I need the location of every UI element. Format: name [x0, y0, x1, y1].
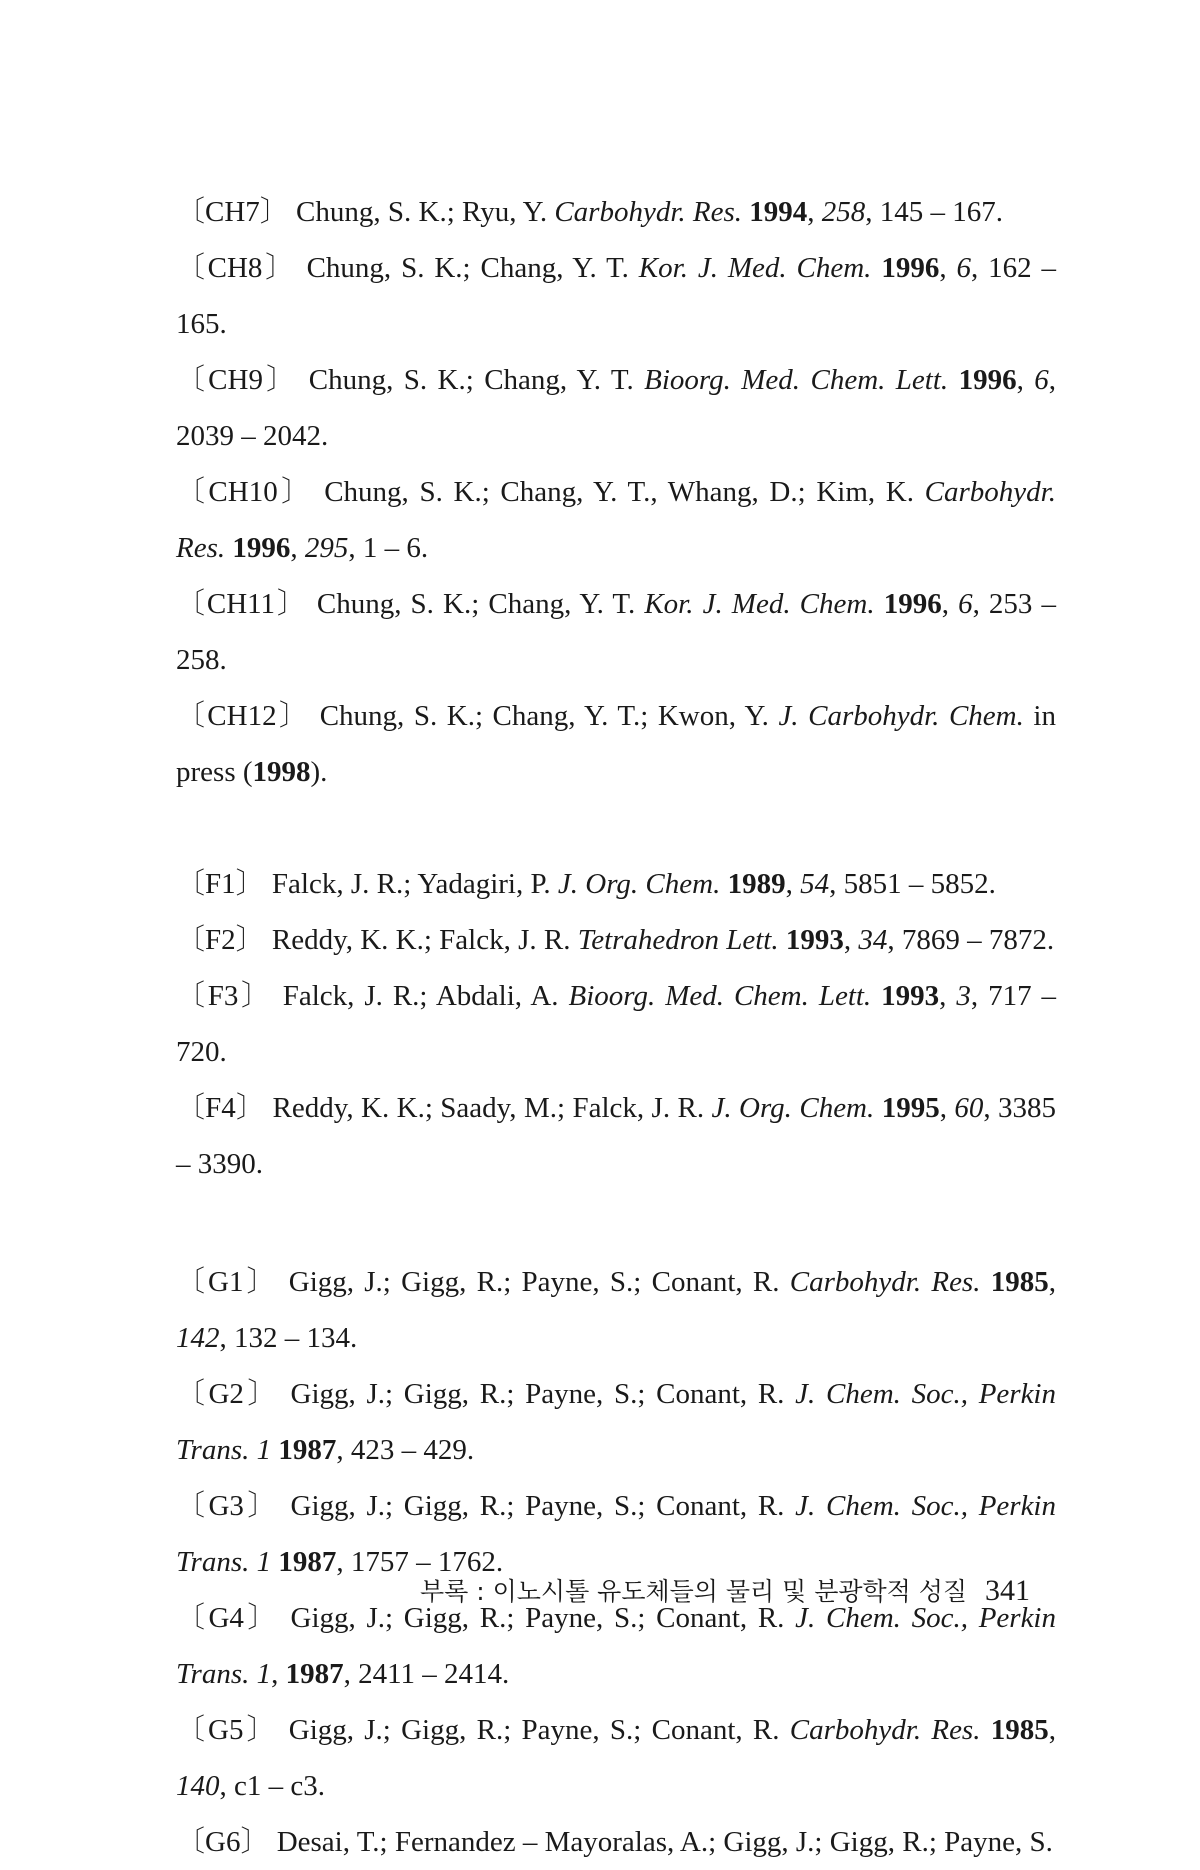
reference-italic-text: Bioorg. Med. Chem. Lett. — [568, 980, 872, 1012]
reference-entry — [176, 576, 1056, 688]
page-number: 341 — [985, 1574, 1031, 1607]
reference-text: , — [843, 924, 859, 956]
reference-italic-text: 6 — [958, 588, 973, 620]
reference-italic-text: 60 — [954, 1092, 984, 1124]
reference-label: 〔G3〕 — [176, 1490, 280, 1522]
reference-list — [176, 184, 1056, 1870]
reference-text — [875, 588, 884, 620]
reference-text: , — [941, 588, 959, 620]
reference-text: , 1757 – 1762. — [336, 1546, 504, 1578]
reference-text: Chung, S. K.; Ryu, Y. — [288, 196, 555, 228]
reference-text: , 1 – 6. — [348, 532, 429, 564]
reference-text: Chung, S. K.; Chang, Y. T., Whang, D.; Kim, K. — [313, 476, 925, 508]
reference-label: 〔G1〕 — [176, 1266, 279, 1298]
reference-text: Gigg, J.; Gigg, R.; Payne, S.; Conant, R. — [279, 1602, 796, 1634]
reference-italic-text: 295 — [304, 532, 349, 564]
reference-entry — [176, 352, 1056, 464]
reference-text: , — [271, 1658, 286, 1690]
reference-text: , 7869 – 7872. — [887, 924, 1055, 956]
reference-year: 1987 — [278, 1546, 337, 1578]
reference-text: , 253 – 258. — [176, 588, 1057, 676]
reference-entry — [176, 1814, 1056, 1870]
reference-italic-text: J. Org. Chem. — [557, 868, 721, 900]
reference-label: 〔G5〕 — [176, 1714, 279, 1746]
reference-text: , 3385 – 3390. — [176, 1092, 1057, 1180]
reference-year: 1987 — [285, 1658, 344, 1690]
reference-italic-text: 258 — [821, 196, 866, 228]
reference-year: 1994 — [749, 196, 808, 228]
reference-text: , 717 – 720. — [176, 980, 1057, 1068]
reference-italic-text: Tetrahedron Lett. — [577, 924, 779, 956]
reference-label: 〔CH10〕 — [176, 476, 314, 508]
reference-entry — [176, 968, 1056, 1080]
reference-entry — [176, 1702, 1056, 1814]
reference-year: 1996 — [958, 364, 1017, 396]
reference-text: , — [939, 252, 957, 284]
reference-text: Falck, J. R.; Yadagiri, P. — [264, 868, 558, 900]
reference-text: , — [785, 868, 801, 900]
reference-text: , 2411 – 2414. — [343, 1658, 510, 1690]
reference-entry — [176, 856, 1056, 912]
reference-text: , — [807, 196, 822, 228]
reference-text: , — [290, 532, 305, 564]
reference-text: , 145 – 167. — [865, 196, 1004, 228]
reference-italic-text: 3 — [956, 980, 971, 1012]
reference-entry — [176, 464, 1056, 576]
reference-entry — [176, 240, 1056, 352]
reference-italic-text: 6 — [956, 252, 971, 284]
reference-label: 〔F2〕 — [176, 924, 265, 956]
reference-label: 〔CH8〕 — [176, 252, 297, 284]
reference-text: Falck, J. R.; Abdali, A. — [272, 980, 569, 1012]
reference-text: , 2039 – 2042. — [176, 364, 1057, 452]
reference-text: , — [939, 1092, 955, 1124]
reference-label: 〔F3〕 — [176, 980, 273, 1012]
reference-text: , — [939, 980, 957, 1012]
reference-year: 1995 — [881, 1092, 940, 1124]
reference-label: 〔G2〕 — [176, 1378, 280, 1410]
reference-label: 〔G4〕 — [176, 1602, 280, 1634]
reference-text: Chung, S. K.; Chang, Y. T. — [298, 364, 645, 396]
reference-text: ). — [310, 756, 328, 788]
reference-entry — [176, 184, 1056, 240]
reference-year: 1985 — [990, 1266, 1049, 1298]
reference-text: Desai, T.; Fernandez – Mayoralas, A.; Gigg, J.; Gigg, R.; Payne, S. — [269, 1826, 1053, 1858]
reference-label: 〔F4〕 — [176, 1092, 266, 1124]
reference-text: Chung, S. K.; Chang, Y. T. — [296, 252, 639, 284]
reference-text: , c1 – c3. — [219, 1770, 325, 1802]
page-footer — [420, 1572, 1060, 1608]
reference-year: 1996 — [881, 252, 940, 284]
reference-italic-text: Carbohydr. Res. — [789, 1714, 981, 1746]
reference-entry — [176, 912, 1056, 968]
reference-italic-text: Carbohydr. Res. — [554, 196, 743, 228]
reference-year: 1985 — [990, 1714, 1049, 1746]
reference-entry — [176, 1080, 1056, 1192]
reference-italic-text: 142 — [176, 1322, 220, 1354]
reference-text: , 132 – 134. — [219, 1322, 358, 1354]
reference-text — [871, 980, 881, 1012]
running-title: 부록 : 이노시톨 유도체들의 물리 및 분광학적 성질 — [420, 1577, 968, 1606]
reference-year: 1989 — [727, 868, 786, 900]
reference-italic-text: Carbohydr. Res. — [789, 1266, 981, 1298]
reference-text: Reddy, K. K.; Saady, M.; Falck, J. R. — [265, 1092, 712, 1124]
reference-text: Gigg, J.; Gigg, R.; Payne, S.; Conant, R. — [278, 1714, 790, 1746]
reference-text — [980, 1266, 990, 1298]
reference-text: , — [1048, 1714, 1056, 1746]
reference-text — [980, 1714, 990, 1746]
reference-italic-text: 140 — [176, 1770, 220, 1802]
reference-italic-text: J. Chem. Soc., Perkin Trans. 1 — [176, 1602, 1056, 1690]
reference-label: 〔F1〕 — [176, 868, 265, 900]
reference-italic-text: Carbohydr. Res. — [176, 476, 1056, 564]
reference-italic-text: J. Chem. Soc., Perkin Trans. 1 — [176, 1490, 1056, 1578]
reference-text: , — [1048, 1266, 1056, 1298]
reference-text: Chung, S. K.; Chang, Y. T.; Kwon, Y. — [310, 700, 779, 732]
reference-italic-text: Kor. J. Med. Chem. — [644, 588, 875, 620]
reference-text: Chung, S. K.; Chang, Y. T. — [307, 588, 645, 620]
reference-label: 〔CH11〕 — [176, 588, 308, 620]
reference-italic-text: J. Org. Chem. — [711, 1092, 875, 1124]
reference-italic-text: 6 — [1034, 364, 1049, 396]
section-gap — [176, 800, 1056, 856]
reference-year: 1996 — [232, 532, 291, 564]
reference-italic-text: Bioorg. Med. Chem. Lett. — [644, 364, 949, 396]
reference-italic-text: J. Carbohydr. Chem. — [778, 700, 1024, 732]
section-gap — [176, 1192, 1056, 1254]
reference-text — [948, 364, 958, 396]
reference-text — [779, 924, 786, 956]
reference-text — [720, 868, 727, 900]
reference-text: Reddy, K. K.; Falck, J. R. — [264, 924, 578, 956]
reference-year: 1998 — [252, 756, 311, 788]
reference-italic-text: Kor. J. Med. Chem. — [638, 252, 872, 284]
reference-text: , 162 – 165. — [176, 252, 1056, 340]
reference-text: , 423 – 429. — [336, 1434, 475, 1466]
reference-year: 1993 — [881, 980, 940, 1012]
reference-text: , 5851 – 5852. — [829, 868, 996, 900]
reference-entry — [176, 1366, 1056, 1478]
reference-year: 1996 — [883, 588, 942, 620]
reference-text — [871, 252, 881, 284]
reference-text: Gigg, J.; Gigg, R.; Payne, S.; Conant, R. — [279, 1490, 796, 1522]
reference-label: 〔CH7〕 — [176, 196, 289, 228]
reference-year: 1987 — [278, 1434, 337, 1466]
reference-label: 〔G6〕 — [176, 1826, 270, 1858]
reference-italic-text: 34 — [858, 924, 888, 956]
reference-text: in press ( — [176, 700, 1056, 788]
reference-year: 1993 — [785, 924, 844, 956]
reference-text: Gigg, J.; Gigg, R.; Payne, S.; Conant, R. — [278, 1266, 790, 1298]
reference-entry — [176, 688, 1056, 800]
reference-text: Gigg, J.; Gigg, R.; Payne, S.; Conant, R. — [279, 1378, 796, 1410]
reference-label: 〔CH9〕 — [176, 364, 299, 396]
reference-label: 〔CH12〕 — [176, 700, 311, 732]
reference-text: , — [1016, 364, 1035, 396]
reference-italic-text: 54 — [800, 868, 830, 900]
reference-entry — [176, 1254, 1056, 1366]
reference-text — [874, 1092, 881, 1124]
reference-italic-text: J. Chem. Soc., Perkin Trans. 1 — [176, 1378, 1056, 1466]
